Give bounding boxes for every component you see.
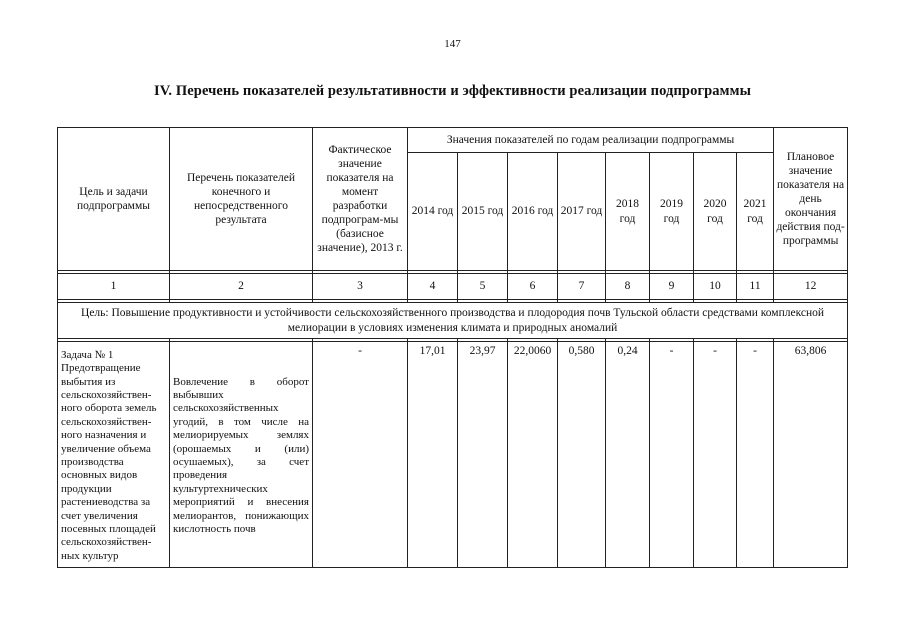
- header-years-group: Значения показателей по годам реализации подпрограммы: [408, 128, 774, 153]
- year-value: -: [737, 342, 774, 568]
- header-goal: Цель и задачи подпрограммы: [58, 128, 170, 271]
- header-row-1: [58, 128, 848, 153]
- header-year: 2019 год: [650, 153, 694, 271]
- year-value: -: [650, 342, 694, 568]
- header-year: 2021 год: [737, 153, 774, 271]
- column-number: 5: [458, 274, 508, 300]
- year-value: 22,0060: [508, 342, 558, 568]
- fact-value: -: [313, 342, 408, 568]
- column-number: 1: [58, 274, 170, 300]
- column-number: 6: [508, 274, 558, 300]
- header-year: 2018 год: [606, 153, 650, 271]
- goal-row: [58, 303, 848, 339]
- header-year: 2016 год: [508, 153, 558, 271]
- indicators-table: [57, 127, 848, 568]
- header-year: 2015 год: [458, 153, 508, 271]
- header-indicator: Перечень показателей конечного и непосредственного результата: [170, 128, 313, 271]
- page-title: IV. Перечень показателей результативности и эффективности реализации подпрограммы: [153, 83, 752, 99]
- page-number: 147: [444, 38, 461, 50]
- goal-text: Цель: Повышение продуктивности и устойчивости сельскохозяйственного производства и плодородия почв Тульской области средствами комплексной мелиорации в условиях изменения климата и природных аномалий: [58, 303, 848, 339]
- year-value: 17,01: [408, 342, 458, 568]
- year-value: 23,97: [458, 342, 508, 568]
- column-number: 2: [170, 274, 313, 300]
- header-planned: Плановое значение показателя на день окончания действия под-программы: [774, 128, 848, 271]
- column-number: 9: [650, 274, 694, 300]
- header-year: 2014 год: [408, 153, 458, 271]
- column-number: 3: [313, 274, 408, 300]
- header-year: 2020 год: [694, 153, 737, 271]
- header-fact: Фактическое значение показателя на момент разработки подпрограм-мы (базисное значение), 2013 г.: [313, 128, 408, 271]
- column-number: 10: [694, 274, 737, 300]
- year-value: -: [694, 342, 737, 568]
- column-numbers-row: [58, 274, 848, 300]
- planned-value: 63,806: [774, 342, 848, 568]
- column-number: 8: [606, 274, 650, 300]
- indicator-cell: Вовлечение в оборот выбывших сельскохозяйственных угодий, в том числе на мелиорируемых землях (орошаемых и (или) осушаемых), за счет проведения культуртехнических мероприятий и внесения мелиорантов, понижающих кислотность почв: [170, 342, 313, 568]
- column-number: 4: [408, 274, 458, 300]
- year-value: 0,24: [606, 342, 650, 568]
- column-number: 7: [558, 274, 606, 300]
- table-row: [58, 342, 848, 568]
- column-number: 12: [774, 274, 848, 300]
- year-value: 0,580: [558, 342, 606, 568]
- column-number: 11: [737, 274, 774, 300]
- task-cell: Задача № 1 Предотвращение выбытия из сельскохозяйствен-ного оборота земель сельскохозяйствен-ного назначения и увеличение объема производства основных видов продукции растениеводства за счет увеличения посевных площадей сельскохозяйствен-ных культур: [58, 342, 170, 568]
- header-year: 2017 год: [558, 153, 606, 271]
